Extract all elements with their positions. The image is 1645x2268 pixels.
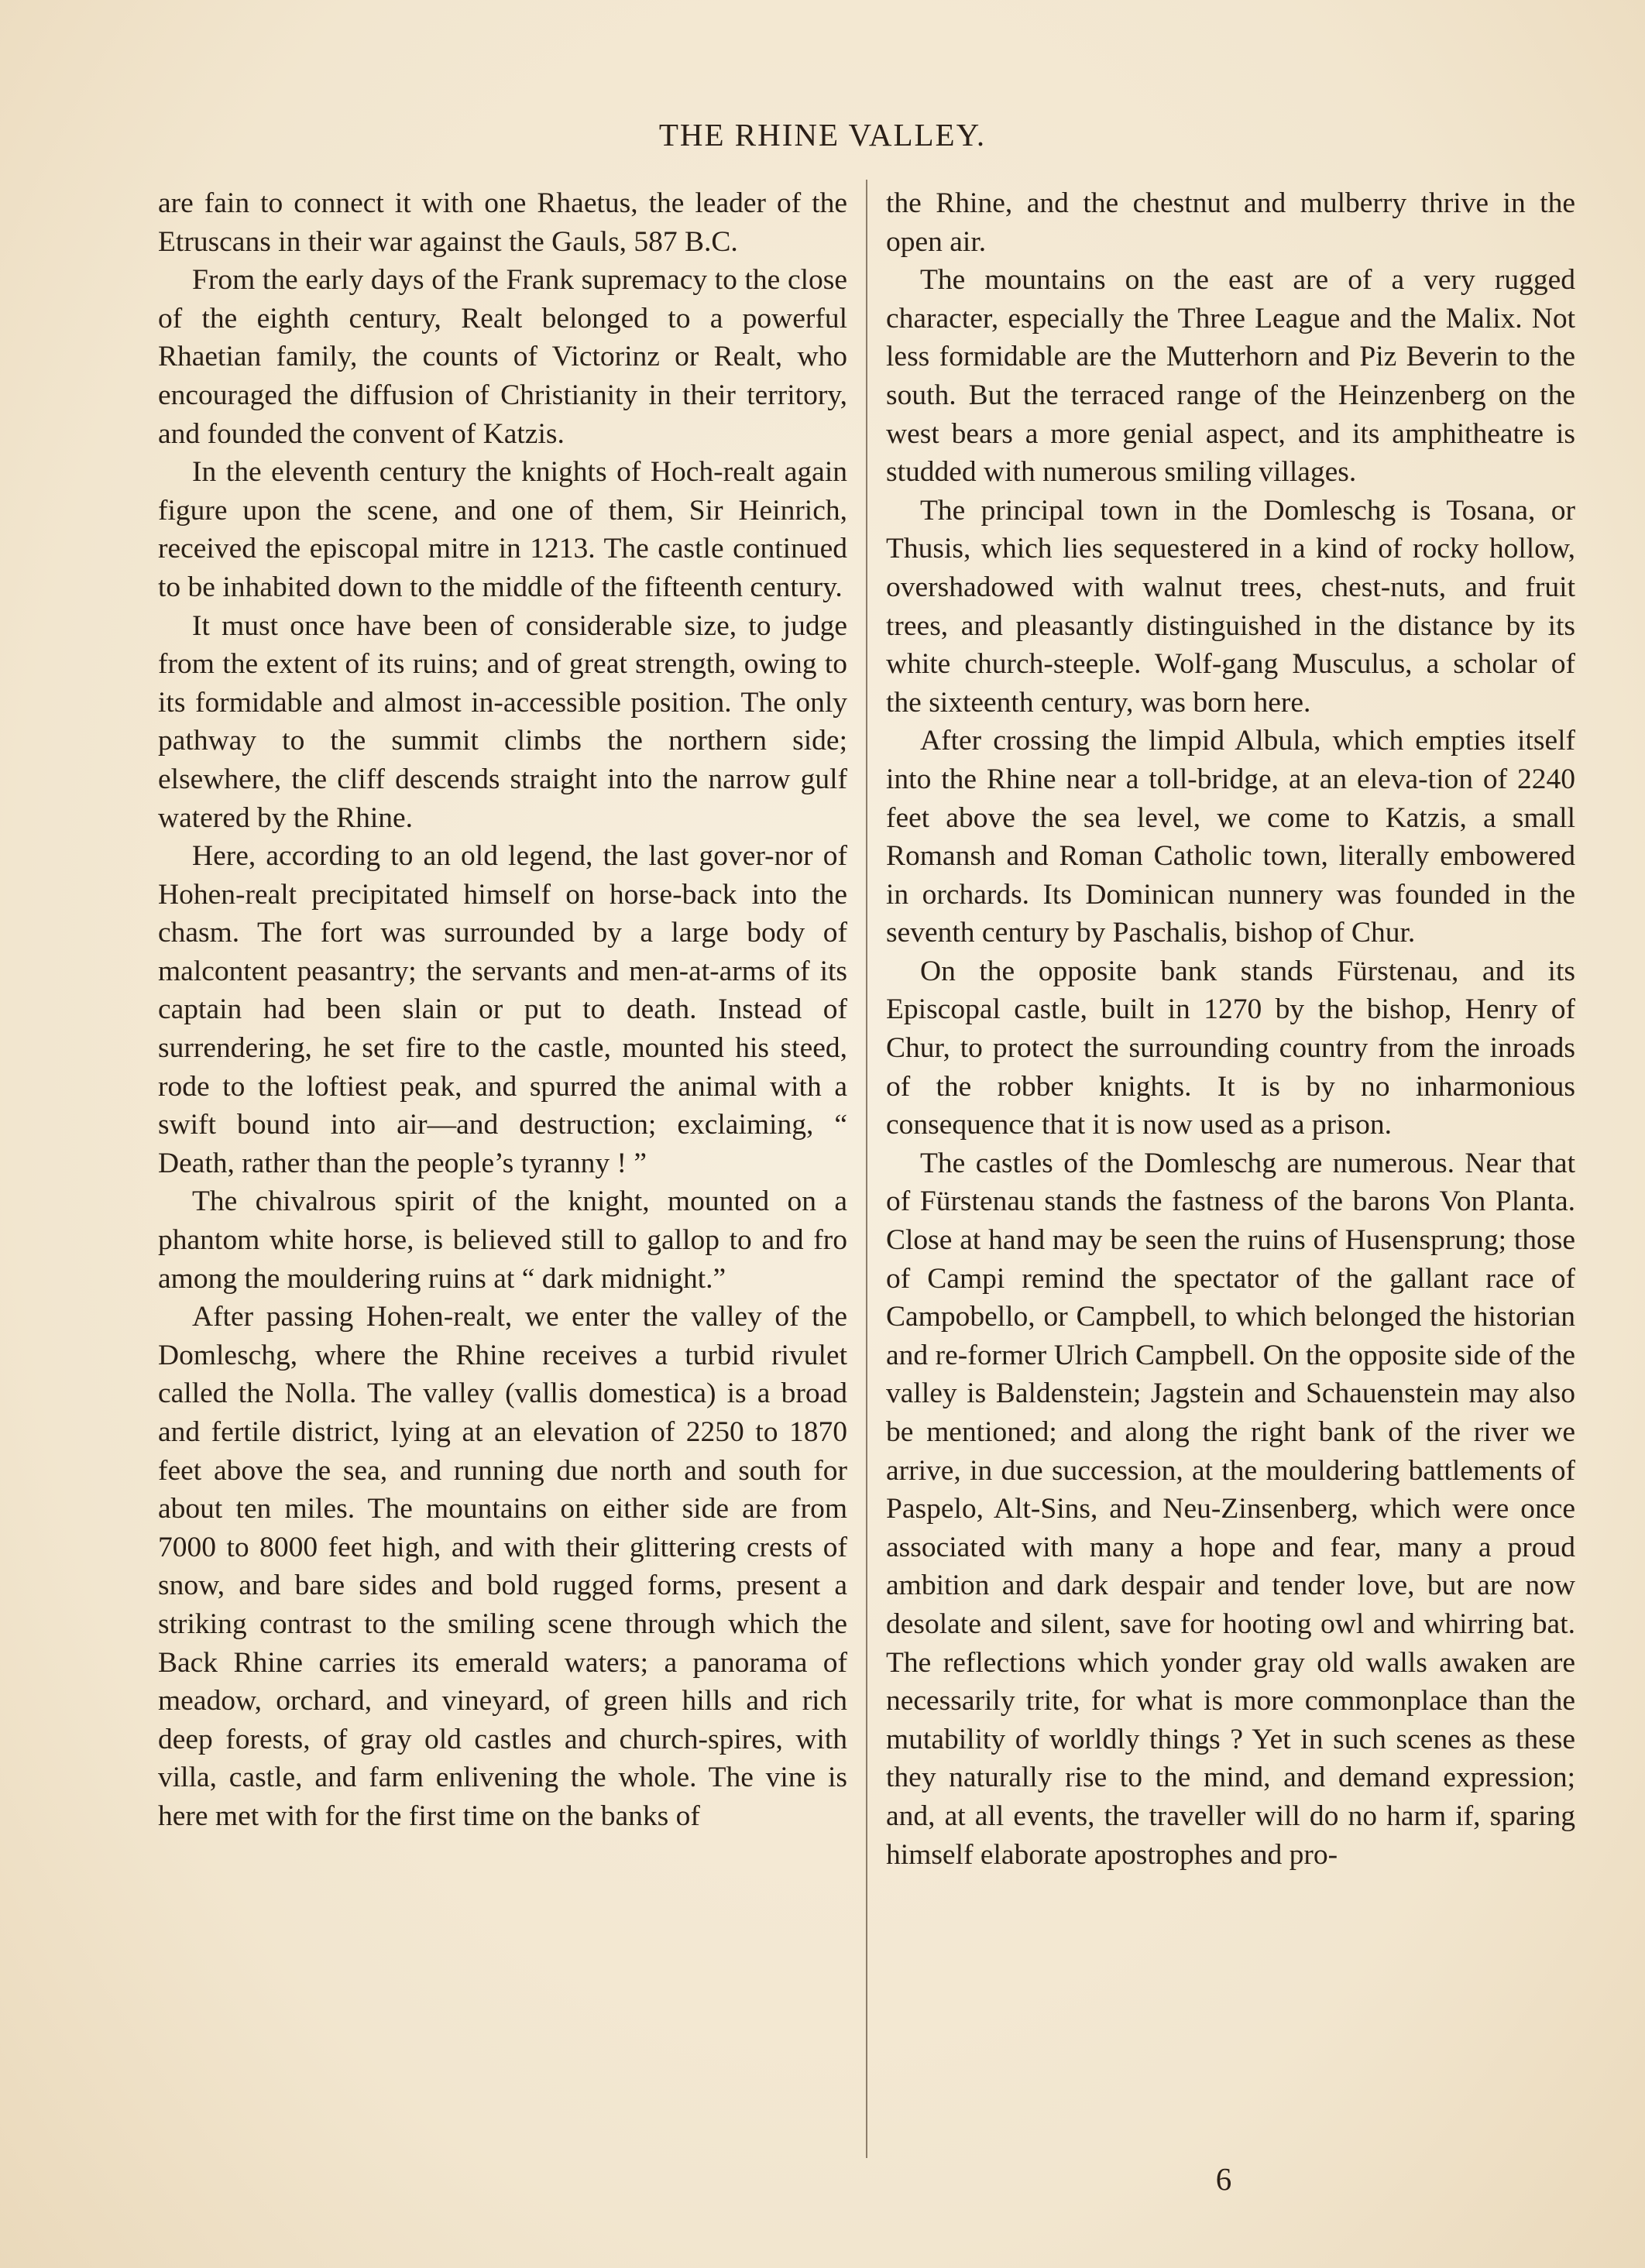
paragraph: On the opposite bank stands Fürstenau, and its Episcopal castle, built in 1270 by the bishop, Henry of Chur, to protect the surrounding country from the inroads of the robber knights. It is by no inharmonious consequence that it is now used as a prison. (886, 955, 1575, 1141)
paragraph: are fain to connect it with one Rhaetus, the leader of the Etruscans in their war against the Gauls, 587 B.C. (158, 187, 847, 258)
paragraph: After passing Hohen-realt, we enter the valley of the Domleschg, where the Rhine receives a turbid rivulet called the Nolla. The valley (vallis domestica) is a broad and fertile district, lying at an elevation of 2250 to 1870 feet above the sea, and running due north and south for about ten miles. The mountains on either side are from 7000 to 8000 feet high, and with their glittering crests of snow, and bare sides and bold rugged forms, present a striking contrast to the smiling scene through which the Back Rhine carries its emerald waters; a panorama of meadow, orchard, and vineyard, of green hills and rich deep forests, of gray old castles and church-spires, with villa, castle, and farm enlivening the whole. The vine is here met with for the first time on the banks of (158, 1301, 847, 1832)
left-column (158, 184, 847, 1836)
paragraph: From the early days of the Frank supremacy to the close of the eighth century, Realt belonged to a powerful Rhaetian family, the counts of Victorinz or Realt, who encouraged the diffusion of Christianity in their territory, and founded the convent of Katzis. (158, 264, 847, 450)
paragraph: The mountains on the east are of a very rugged character, especially the Three League and the Malix. Not less formidable are the Mutterhorn and Piz Beverin to the south. But the terraced range of the Heinzenberg on the west bears a more genial aspect, and its amphitheatre is studded with numerous smiling villages. (886, 264, 1575, 489)
right-column (886, 184, 1575, 1874)
page-number: 6 (1215, 2161, 1232, 2197)
column-divider (866, 180, 867, 2158)
running-head: THE RHINE VALLEY. (658, 117, 987, 153)
paragraph: the Rhine, and the chestnut and mulberry thrive in the open air. (886, 187, 1575, 258)
paragraph: The castles of the Domleschg are numerous. Near that of Fürstenau stands the fastness of the barons Von Planta. Close at hand may be seen the ruins of Husensprung; those of Campi remind the spectator of the gallant race of Campobello, or Campbell, to which belonged the historian and re-former Ulrich Campbell. On the opposite side of the valley is Baldenstein; Jagstein and Schauenstein may also be mentioned; and along the right bank of the river we arrive, in due succession, at the mouldering battlements of Paspelo, Alt-Sins, and Neu-Zinsenberg, which were once associated with many a hope and fear, many a proud ambition and dark despair and tender love, but are now desolate and silent, save for hooting owl and whirring bat. The reflections which yonder gray old walls awaken are necessarily trite, for what is more commonplace than the mutability of worldly things ? Yet in such scenes as these they naturally rise to the mind, and demand expression; and, at all events, the traveller will do no harm if, sparing himself elaborate apostrophes and pro- (886, 1147, 1575, 1871)
paragraph: After crossing the limpid Albula, which empties itself into the Rhine near a toll-bridge, at an eleva-tion of 2240 feet above the sea level, we come to Katzis, a small Romansh and Roman Catholic town, literally embowered in orchards. Its Dominican nunnery was founded in the seventh century by Paschalis, bishop of Chur. (886, 725, 1575, 949)
paragraph: The chivalrous spirit of the knight, mounted on a phantom white horse, is believed still to gallop to and fro among the mouldering ruins at “ dark midnight.” (158, 1185, 847, 1295)
paragraph: It must once have been of considerable size, to judge from the extent of its ruins; and of great strength, owing to its formidable and almost in-accessible position. The only pathway to the summit climbs the northern side; elsewhere, the cliff descends straight into the narrow gulf watered by the Rhine. (158, 609, 847, 834)
paragraph: In the eleventh century the knights of Hoch-realt again figure upon the scene, and one of them, Sir Heinrich, received the episcopal mitre in 1213. The castle continued to be inhabited down to the middle of the fifteenth century. (158, 456, 847, 603)
paragraph: The principal town in the Domleschg is Tosana, or Thusis, which lies sequestered in a kind of rocky hollow, overshadowed with walnut trees, chest-nuts, and fruit trees, and pleasantly distinguished in the distance by its white church-steeple. Wolf-gang Musculus, a scholar of the sixteenth century, was born here. (886, 494, 1575, 719)
paragraph: Here, according to an old legend, the last gover-nor of Hohen-realt precipitated himself on horse-back into the chasm. The fort was surrounded by a large body of malcontent peasantry; the servants and men-at-arms of its captain had been slain or put to death. Instead of surrendering, he set fire to the castle, mounted his steed, rode to the loftiest peak, and spurred the animal with a swift bound into air—and destruction; exclaiming, “ Death, rather than the people’s tyranny ! ” (158, 840, 847, 1179)
